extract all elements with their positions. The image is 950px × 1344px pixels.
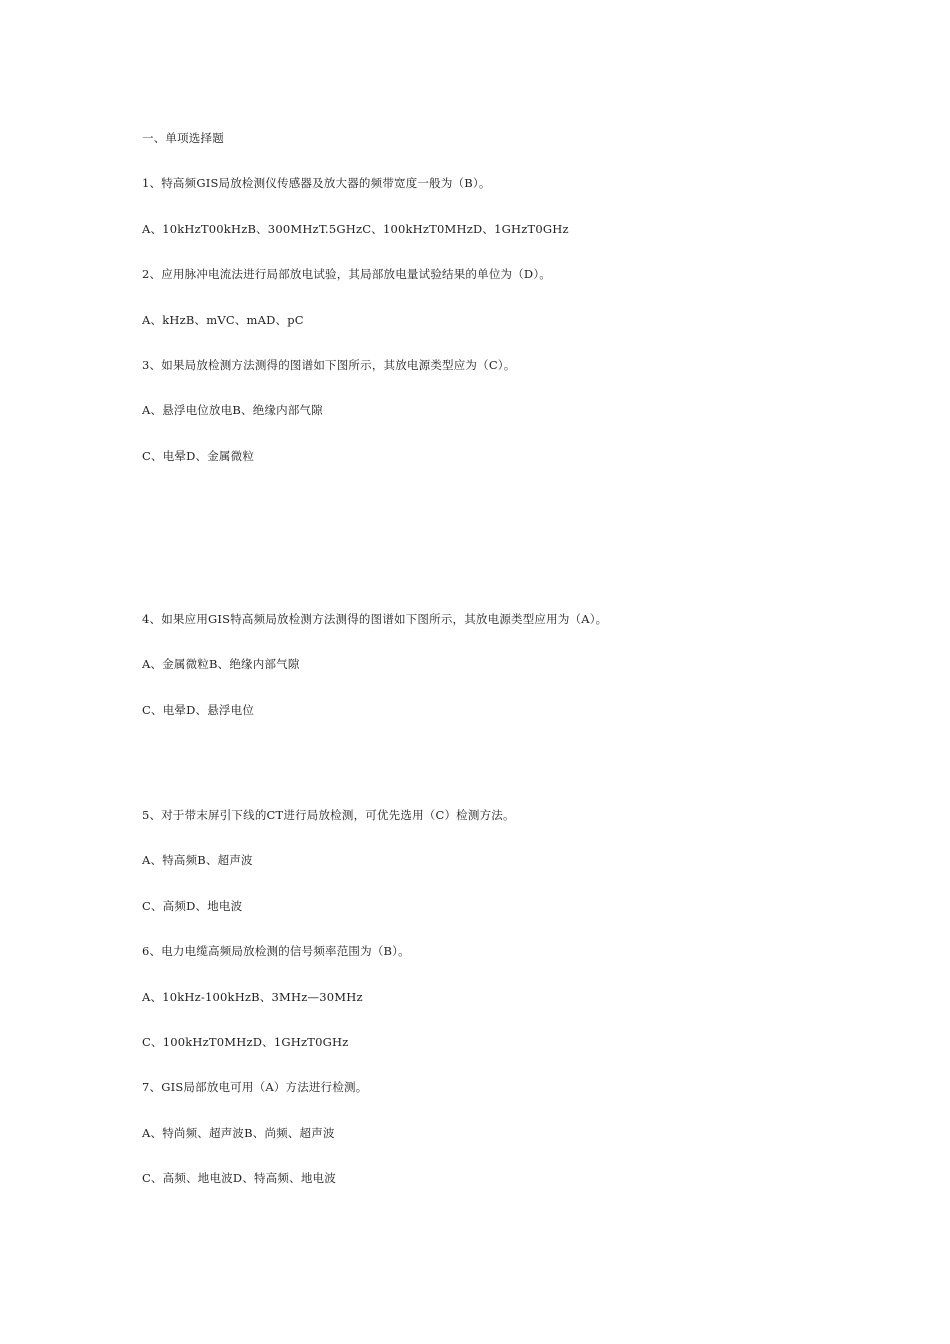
question-2: 2、应用脉冲电流法进行局部放电试验，其局部放电量试验结果的单位为（D）。 <box>142 267 551 281</box>
question-3-options-ab: A、悬浮电位放电B、绝缘内部气隙 <box>142 403 323 417</box>
question-1: 1、特高频GIS局放检测仪传感器及放大器的频带宽度一般为（B）。 <box>142 176 491 190</box>
question-6: 6、电力电缆高频局放检测的信号频率范围为（B）。 <box>142 944 410 958</box>
question-3: 3、如果局放检测方法测得的图谱如下图所示，其放电源类型应为（C）。 <box>142 358 516 372</box>
question-7-options-cd: C、高频、地电波D、特高频、地电波 <box>142 1171 336 1185</box>
section-heading: 一、单项选择题 <box>142 131 224 145</box>
question-4-options-ab: A、金属微粒B、绝缘内部气隙 <box>142 657 300 671</box>
question-5: 5、对于带末屏引下线的CT进行局放检测，可优先选用（C）检测方法。 <box>142 808 515 822</box>
question-4-options-cd: C、电晕D、悬浮电位 <box>142 703 255 717</box>
question-5-options-cd: C、高频D、地电波 <box>142 899 243 913</box>
question-2-options: A、kHzB、mVC、mAD、pC <box>142 313 304 327</box>
question-6-options-cd: C、100kHzT0MHzD、1GHzT0GHz <box>142 1035 349 1049</box>
question-7: 7、GIS局部放电可用（A）方法进行检测。 <box>142 1080 368 1094</box>
question-7-options-ab: A、特尚频、超声波B、尚频、超声波 <box>142 1126 335 1140</box>
question-5-options-ab: A、特高频B、超声波 <box>142 853 253 867</box>
question-3-options-cd: C、电晕D、金属微粒 <box>142 449 255 463</box>
question-4: 4、如果应用GIS特高频局放检测方法测得的图谱如下图所示，其放电源类型应用为（A）。 <box>142 612 608 626</box>
question-6-options-ab: A、10kHz-100kHzB、3MHz—30MHz <box>142 990 363 1004</box>
question-1-options: A、10kHzT00kHzB、300MHzT.5GHzC、100kHzT0MHzD、1GHzT0GHz <box>142 222 569 236</box>
